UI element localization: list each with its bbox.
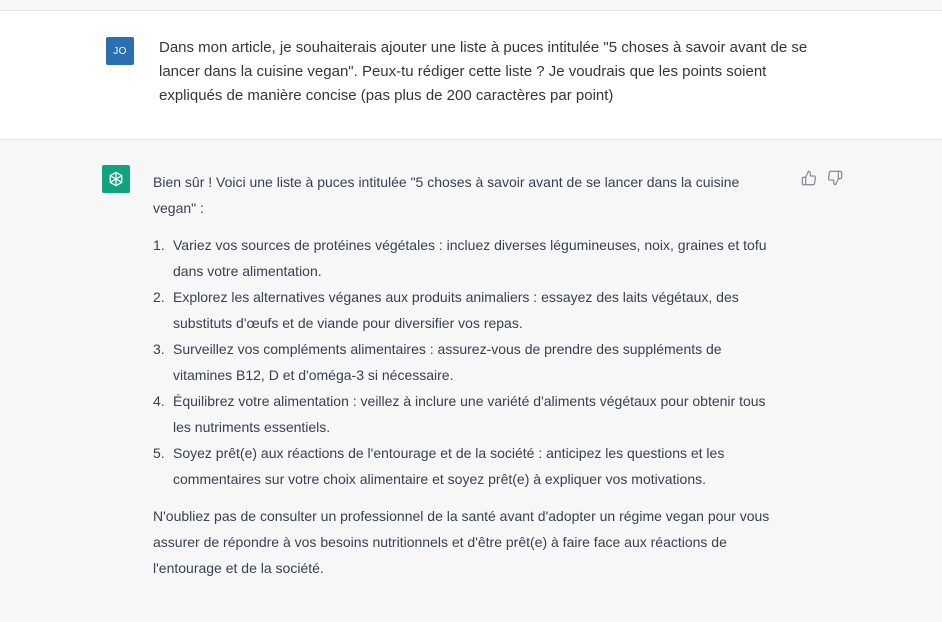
list-item: [153, 440, 773, 492]
list-item-text: Surveillez vos compléments alimentaires : assurez-vous de prendre des suppléments de vitamines B12, D et d'oméga-3 si nécessaire.: [173, 341, 722, 383]
thumbs-up-icon: [801, 170, 817, 186]
feedback-buttons: [801, 170, 843, 186]
thumbs-down-icon: [827, 170, 843, 186]
assistant-message-content: [153, 169, 773, 581]
user-avatar: JO: [106, 37, 134, 65]
assistant-intro: Bien sûr ! Voici une liste à puces intitulée "5 choses à savoir avant de se lancer dans la cuisine vegan" :: [153, 174, 740, 216]
assistant-avatar: [102, 165, 130, 193]
list-item-text: Variez vos sources de protéines végétales : incluez diverses légumineuses, noix, graines et tofu dans votre alimentation.: [173, 237, 767, 279]
list-item-number: 2.: [153, 289, 165, 305]
list-item: [153, 232, 773, 284]
list-item: [153, 336, 773, 388]
list-item-text: Équilibrez votre alimentation : veillez à inclure une variété d'aliments végétaux pour obtenir tous les nutriments essentiels.: [173, 393, 766, 435]
thumbs-down-button[interactable]: [827, 170, 843, 186]
list-item-number: 3.: [153, 341, 165, 357]
user-message-row: [0, 11, 942, 140]
thumbs-up-button[interactable]: [801, 170, 817, 186]
list-item: [153, 284, 773, 336]
list-item-number: 5.: [153, 445, 165, 461]
openai-logo-icon: [106, 169, 126, 189]
assistant-outro: N'oubliez pas de consulter un professionnel de la santé avant d'adopter un régime vegan pour vous assurer de répondre à vos besoins nutritionnels et d'être prêt(e) à faire face aux réactions de l'entourage et de la société.: [153, 508, 770, 576]
list-item-text: Explorez les alternatives véganes aux produits animaliers : essayez des laits végétaux, des substituts d'œufs et de viande pour diversifier vos repas.: [173, 289, 739, 331]
assistant-message-row: [0, 140, 942, 622]
list-item-number: 1.: [153, 237, 165, 253]
list-item-text: Soyez prêt(e) aux réactions de l'entourage et de la société : anticipez les questions et les commentaires sur votre choix alimentaire et soyez prêt(e) à expliquer vos motivations.: [173, 445, 725, 487]
user-message-text: Dans mon article, je souhaiterais ajouter une liste à puces intitulée "5 choses à savoir avant de se lancer dans la cuisine vegan". Peux-tu rédiger cette liste ? Je voudrais que les points soient expliqués de manière concise (pas plus de 200 caractères par point): [159, 39, 808, 104]
top-strip: [0, 0, 942, 11]
assistant-list: [153, 232, 773, 492]
list-item-number: 4.: [153, 393, 165, 409]
list-item: [153, 388, 773, 440]
